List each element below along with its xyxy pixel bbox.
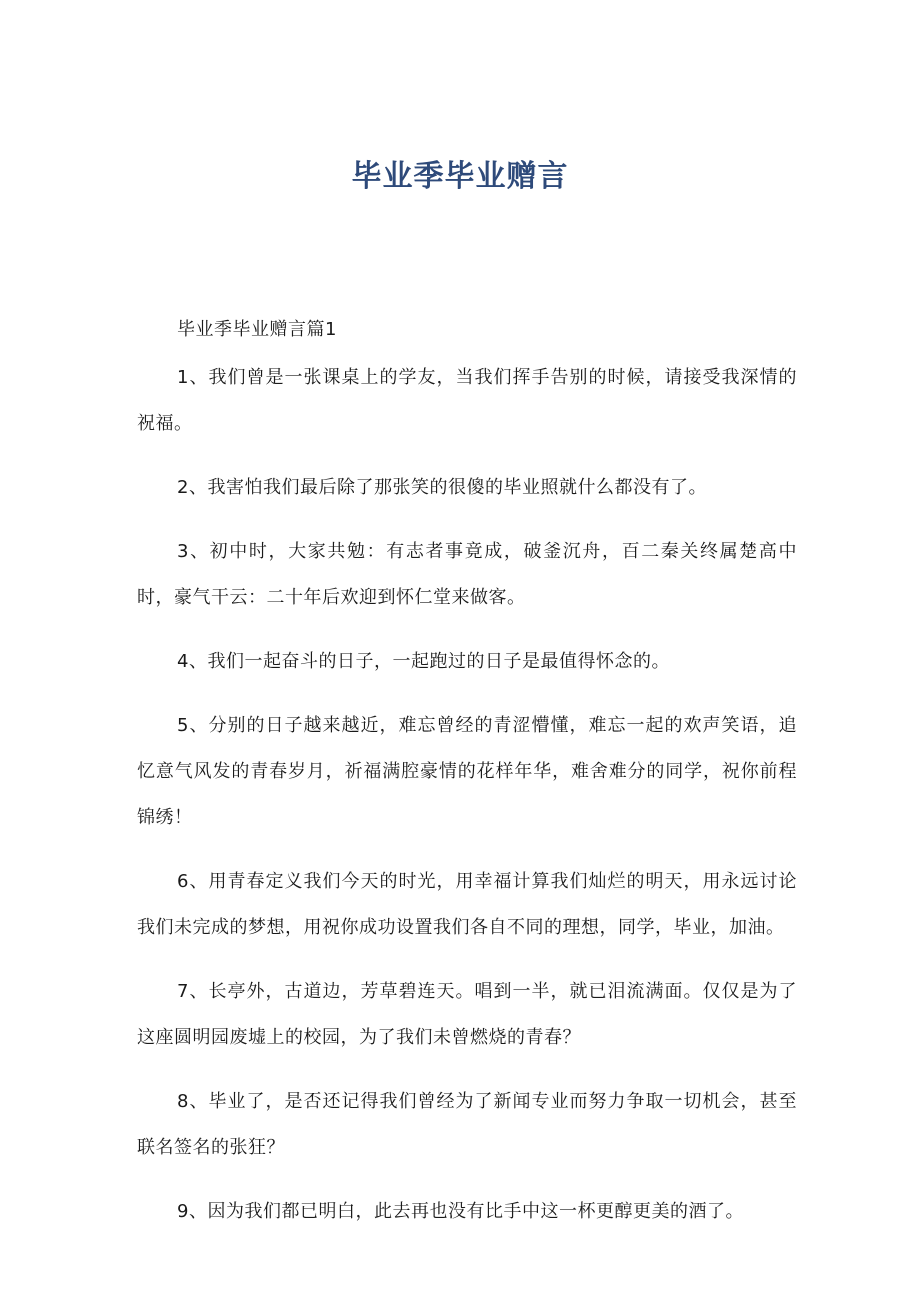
section-heading: 毕业季毕业赠言篇1 [177,319,337,340]
document-title: 毕业季毕业赠言 [351,159,569,194]
paragraph-7: 7、长亭外，古道边，芳草碧连天。唱到一半，就已泪流满面。仅仅是为了这座圆明园废墟上的校园，为了我们未曾燃烧的青春？ [137,981,797,1048]
paragraph-4: 4、我们一起奋斗的日子，一起跑过的日子是最值得怀念的。 [177,651,670,672]
paragraph-6: 6、用青春定义我们今天的时光，用幸福计算我们灿烂的明天，用永远讨论我们未完成的梦想，用祝你成功设置我们各自不同的理想，同学，毕业，加油。 [137,871,797,938]
paragraph-2: 2、我害怕我们最后除了那张笑的很傻的毕业照就什么都没有了。 [177,477,707,498]
paragraph-3: 3、初中时，大家共勉：有志者事竟成，破釜沉舟，百二秦关终属楚高中时，豪气干云：二十年后欢迎到怀仁堂来做客。 [137,541,797,608]
paragraph-1: 1、我们曾是一张课桌上的学友，当我们挥手告别的时候，请接受我深情的祝福。 [137,367,797,434]
paragraph-5: 5、分别的日子越来越近，难忘曾经的青涩懵懂，难忘一起的欢声笑语，追忆意气风发的青春岁月，祈福满腔豪情的花样年华，难舍难分的同学，祝你前程锦绣！ [137,715,797,828]
document-body [137,307,797,1253]
paragraph-8: 8、毕业了，是否还记得我们曾经为了新闻专业而努力争取一切机会，甚至联名签名的张狂？ [137,1091,797,1158]
paragraph-9: 9、因为我们都已明白，此去再也没有比手中这一杯更醇更美的酒了。 [177,1201,744,1222]
